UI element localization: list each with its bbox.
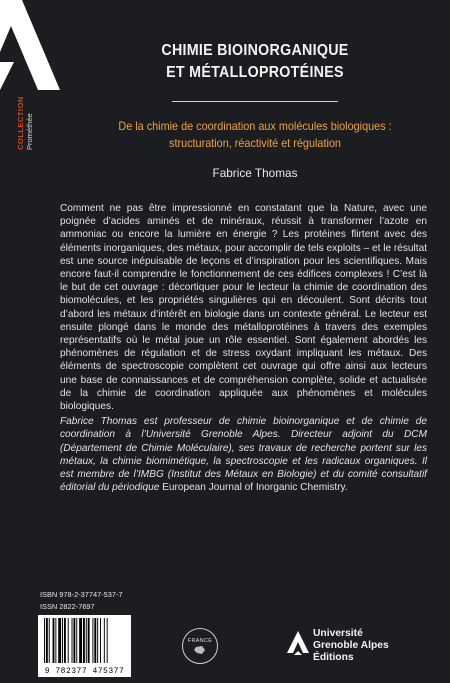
subtitle-line-1: De la chimie de coordination aux molécules biologiques :: [118, 119, 392, 133]
publisher-name: [313, 628, 389, 663]
collection-word: COLLECTION: [16, 96, 25, 150]
barcode-number: 9 782377 475377: [44, 667, 125, 676]
collection-label: [16, 96, 34, 150]
france-badge-label: FRANCE: [187, 638, 213, 644]
france-badge-icon: [182, 628, 218, 664]
issn: ISSN 2822-7697: [40, 602, 95, 611]
barcode: [38, 615, 131, 677]
back-cover-text: [60, 202, 427, 494]
book-subtitle: [76, 118, 435, 152]
publisher-logo-icon: [287, 631, 309, 657]
collection-name: Prométhée: [25, 113, 34, 150]
author-bio: [60, 415, 427, 494]
series-logo-icon: [0, 0, 60, 90]
title-divider: [172, 101, 338, 102]
book-title: [76, 40, 435, 84]
publisher-line-3: Éditions: [313, 651, 354, 663]
publisher-line-2: Grenoble Alpes: [313, 639, 389, 651]
journal-name: European Journal of Inorganic Chemistry.: [159, 482, 348, 494]
author-name: Fabrice Thomas: [212, 166, 298, 180]
description-paragraph: Comment ne pas être impressionné en constatant que la Nature, avec une poignée d’acides aminés et de minéraux, réussit à transformer l’azote en ammoniac ou encore la lumière en énergie ? Les protéines flirtent avec des éléments inorganiques, des métaux, pour accomplir de tels exploits – et le résultat est une source inépuisable de leçons et d’inspiration pour les scientifiques. Mais encore faut-il comprendre le fonctionnement de ces édifices complexes ! C’est là le but de cet ouvrage : décortiquer pour le lecteur la chimie de coordination des biomolécules, et les propriétés singulières qui en découlent. Sont décrits tout d’abord les métaux d’intérêt en biologie dans un contexte général. Le lecteur est ensuite plongé dans le monde des métalloprotéines à travers des exemples représentatifs où le métal joue un rôle essentiel. Sont également abordés les phénomènes de régulation et de stress oxydant impliquant les métaux. Des éléments de spectroscopie complètent cet ouvrage qui offre ainsi aux lecteurs une base de connaissances et de compréhension complète, solide et actualisée de la chimie de coordination appliquée aux phénomènes et molécules biologiques.: [60, 203, 427, 413]
france-map-icon: [194, 646, 206, 654]
publisher-line-1: Université: [313, 628, 363, 639]
title-line-2: ET MÉTALLOPROTÉINES: [166, 64, 344, 81]
subtitle-line-2: structuration, réactivité et régulation: [169, 136, 341, 150]
title-line-1: CHIMIE BIOINORGANIQUE: [161, 42, 349, 59]
barcode-bars-icon: [38, 615, 131, 665]
isbn: ISBN 978-2-37747-537-7: [40, 590, 123, 599]
author-bio-text: Fabrice Thomas est professeur de chimie bioinorganique et de chimie de coordination à l’Université Grenoble Alpes. Directeur adjoint du DCM (Département de Chimie Moléculaire), ses travaux de recherche portent sur les métaux, la chimie biomimétique, la spectroscopie et les radicaux organiques. Il est membre de l’IMBG (Institut des Métaux en Biologie) et du comité consultatif éditorial du périodique: [60, 416, 427, 494]
